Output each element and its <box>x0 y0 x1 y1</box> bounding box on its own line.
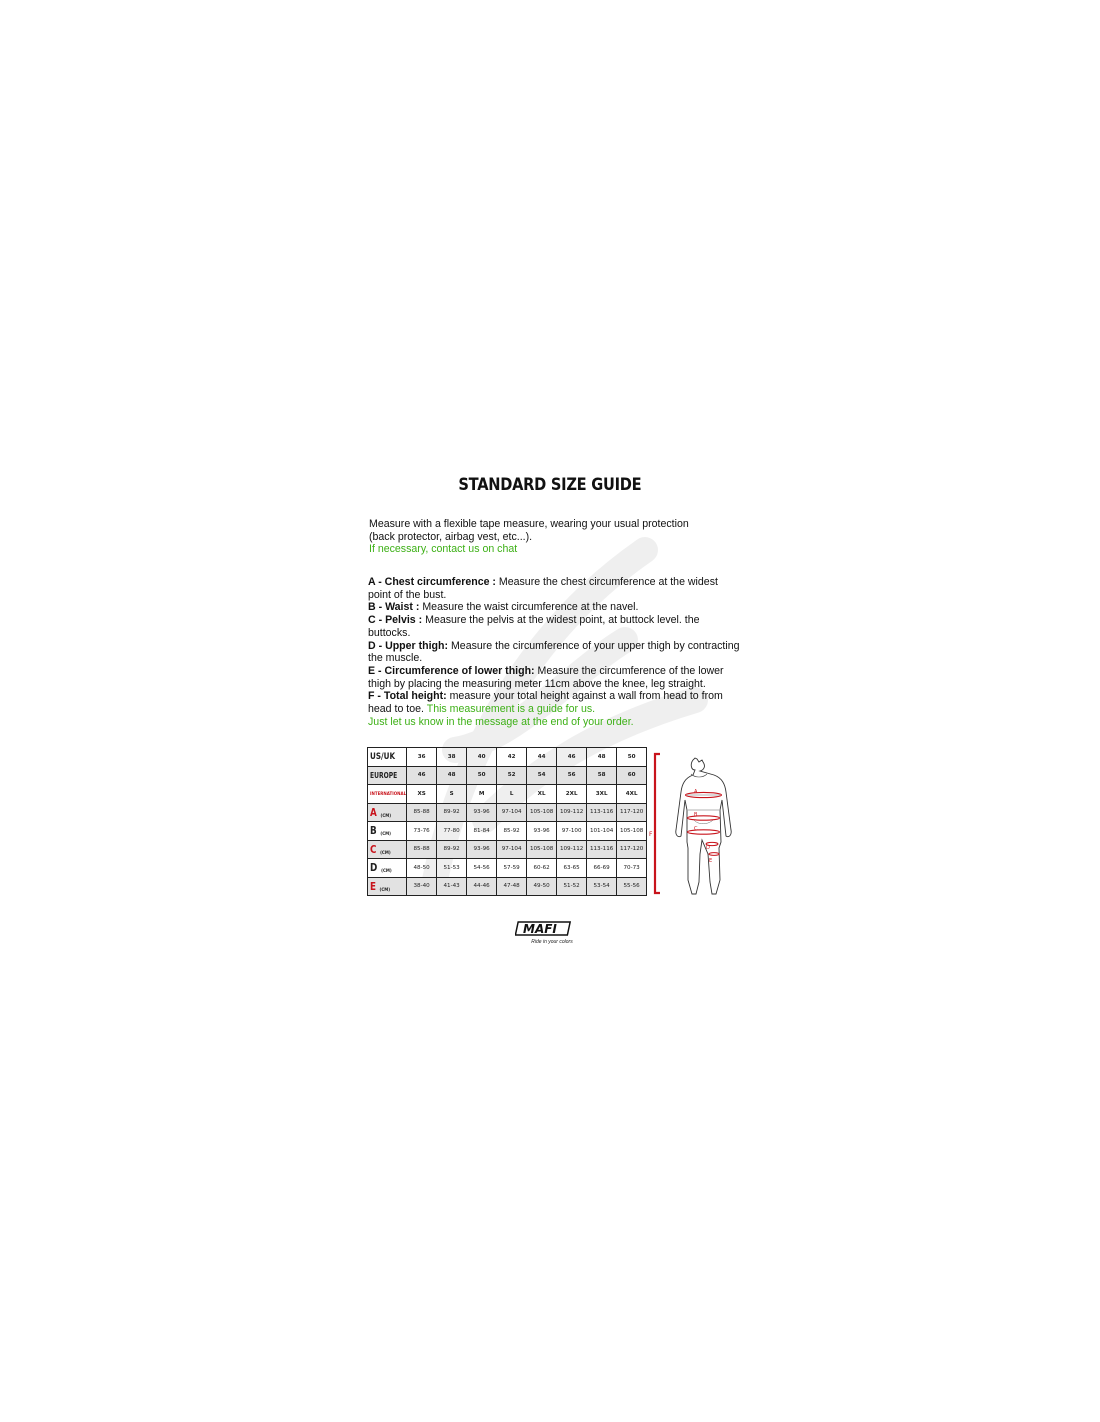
europe-cell: 60 <box>617 766 647 785</box>
row-label: US/UK <box>368 748 407 767</box>
measurement-cell: 93-96 <box>467 840 497 859</box>
measurement-cell: 109-112 <box>557 803 587 822</box>
us-uk-cell: 44 <box>527 748 557 767</box>
intro-line-2: (back protector, airbag vest, etc...). <box>369 530 533 543</box>
measurement-cell: 105-108 <box>617 822 647 841</box>
definition-b <box>368 601 740 614</box>
definition-a <box>368 576 740 601</box>
definition-e <box>368 665 740 690</box>
measurement-cell: 85-88 <box>407 803 437 822</box>
europe-cell: 56 <box>557 766 587 785</box>
definition-c <box>368 614 740 639</box>
europe-cell: 52 <box>497 766 527 785</box>
measurement-cell: 60-62 <box>527 859 557 878</box>
row-label: B (CM) <box>368 822 407 841</box>
europe-cell: 54 <box>527 766 557 785</box>
europe-cell: 50 <box>467 766 497 785</box>
figure-label-c: C <box>694 826 698 832</box>
figure-label-a: A <box>694 789 698 795</box>
measurement-row-a <box>368 803 647 822</box>
measurement-cell: 63-65 <box>557 859 587 878</box>
us-uk-cell: 36 <box>407 748 437 767</box>
figure-label-e: E <box>709 858 713 864</box>
measurement-cell: 93-96 <box>467 803 497 822</box>
height-bracket <box>655 754 660 893</box>
measurement-cell: 109-112 <box>557 840 587 859</box>
measurement-cell: 57-59 <box>497 859 527 878</box>
measurement-cell: 97-104 <box>497 840 527 859</box>
row-label: EUROPE <box>368 766 407 785</box>
us-uk-cell: 48 <box>587 748 617 767</box>
measurement-cell: 70-73 <box>617 859 647 878</box>
row-label: A (CM) <box>368 803 407 822</box>
brand-logo <box>515 918 581 952</box>
measurement-cell: 101-104 <box>587 822 617 841</box>
us-uk-cell: 40 <box>467 748 497 767</box>
measurement-cell: 49-50 <box>527 877 557 896</box>
international-cell: L <box>497 785 527 804</box>
measurement-cell: 105-108 <box>527 840 557 859</box>
measurement-row-d <box>368 859 647 878</box>
europe-cell: 58 <box>587 766 617 785</box>
us-uk-cell: 38 <box>437 748 467 767</box>
definition-label: F - Total height: <box>368 690 447 703</box>
international-cell: 2XL <box>557 785 587 804</box>
definition-d <box>368 640 740 665</box>
measurement-cell: 81-84 <box>467 822 497 841</box>
measurement-row-e <box>368 877 647 896</box>
definition-text: Measure the waist circumference at the navel. <box>419 601 639 614</box>
figure-label-f: F <box>649 831 653 838</box>
definition-text: Measure the pelvis at the widest point, at buttock level. the buttocks. <box>368 614 700 639</box>
international-cell: XL <box>527 785 557 804</box>
definition-text: Measure the circumference of your upper thigh by contracting the muscle. <box>368 639 740 665</box>
europe-row <box>368 766 647 785</box>
size-table <box>367 747 647 896</box>
closing-note: Just let us know in the message at the end of your order. <box>368 715 634 728</box>
measurement-cell: 85-92 <box>497 822 527 841</box>
measurement-cell: 97-104 <box>497 803 527 822</box>
measurement-cell: 113-116 <box>587 840 617 859</box>
definition-label: D - Upper thigh: <box>368 639 449 652</box>
measurement-cell: 41-43 <box>437 877 467 896</box>
international-cell: XS <box>407 785 437 804</box>
row-label: C (CM) <box>368 840 407 859</box>
brand-tagline: Ride in your colors <box>531 939 573 945</box>
measurement-row-b <box>368 822 647 841</box>
international-cell: 3XL <box>587 785 617 804</box>
measurement-cell: 54-56 <box>467 859 497 878</box>
suit-outline <box>676 758 731 894</box>
us-uk-row <box>368 748 647 767</box>
definition-label: E - Circumference of lower thigh: <box>368 664 535 677</box>
intro-text <box>369 518 739 556</box>
measurement-cell: 44-46 <box>467 877 497 896</box>
row-label: INTERNATIONAL <box>368 785 407 804</box>
measurement-cell: 89-92 <box>437 803 467 822</box>
page-title: STANDARD SIZE GUIDE <box>458 475 642 495</box>
us-uk-cell: 50 <box>617 748 647 767</box>
international-cell: M <box>467 785 497 804</box>
measurement-cell: 97-100 <box>557 822 587 841</box>
measurement-cell: 73-76 <box>407 822 437 841</box>
international-row <box>368 785 647 804</box>
svg-text:MAFI: MAFI <box>523 922 557 936</box>
measurement-cell: 48-50 <box>407 859 437 878</box>
europe-cell: 46 <box>407 766 437 785</box>
definition-note: This measurement is a guide for us. <box>426 703 596 716</box>
measurement-cell: 51-53 <box>437 859 467 878</box>
definition-label: C - Pelvis : <box>368 614 423 627</box>
measurement-cell: 93-96 <box>527 822 557 841</box>
body-measurement-figure <box>646 750 756 900</box>
measurement-cell: 105-108 <box>527 803 557 822</box>
measurement-cell: 113-116 <box>587 803 617 822</box>
international-cell: 4XL <box>617 785 647 804</box>
measurement-cell: 117-120 <box>617 840 647 859</box>
international-cell: S <box>437 785 467 804</box>
measurement-cell: 53-54 <box>587 877 617 896</box>
definition-text: measure your total height against a wall from head to from head to toe. <box>368 690 723 716</box>
intro-line-1: Measure with a flexible tape measure, wearing your usual protection <box>369 518 689 530</box>
contact-link[interactable]: If necessary, contact us on chat <box>369 543 518 556</box>
definition-text: Measure the chest circumference at the widest point of the bust. <box>368 576 718 601</box>
row-label: E (CM) <box>368 877 407 896</box>
figure-label-b: B <box>694 812 698 818</box>
measurement-cell: 47-48 <box>497 877 527 896</box>
measurement-cell: 38-40 <box>407 877 437 896</box>
measurement-cell: 55-56 <box>617 877 647 896</box>
measurement-cell: 51-52 <box>557 877 587 896</box>
us-uk-cell: 42 <box>497 748 527 767</box>
row-label: D (CM) <box>368 859 407 878</box>
measurement-cell: 66-69 <box>587 859 617 878</box>
measurement-row-c <box>368 840 647 859</box>
definition-text: Measure the circumference of the lower thigh by placing the measuring meter 11cm above the knee, leg straight. <box>368 664 724 690</box>
definition-label: B - Waist : <box>368 601 420 614</box>
definition-f <box>368 690 740 715</box>
measurement-cell: 85-88 <box>407 840 437 859</box>
measurement-definitions <box>368 576 740 728</box>
measurement-cell: 77-80 <box>437 822 467 841</box>
us-uk-cell: 46 <box>557 748 587 767</box>
europe-cell: 48 <box>437 766 467 785</box>
measurement-cell: 117-120 <box>617 803 647 822</box>
measurement-cell: 89-92 <box>437 840 467 859</box>
definition-label: A - Chest circumference : <box>368 576 496 588</box>
figure-label-d: D <box>706 845 710 851</box>
